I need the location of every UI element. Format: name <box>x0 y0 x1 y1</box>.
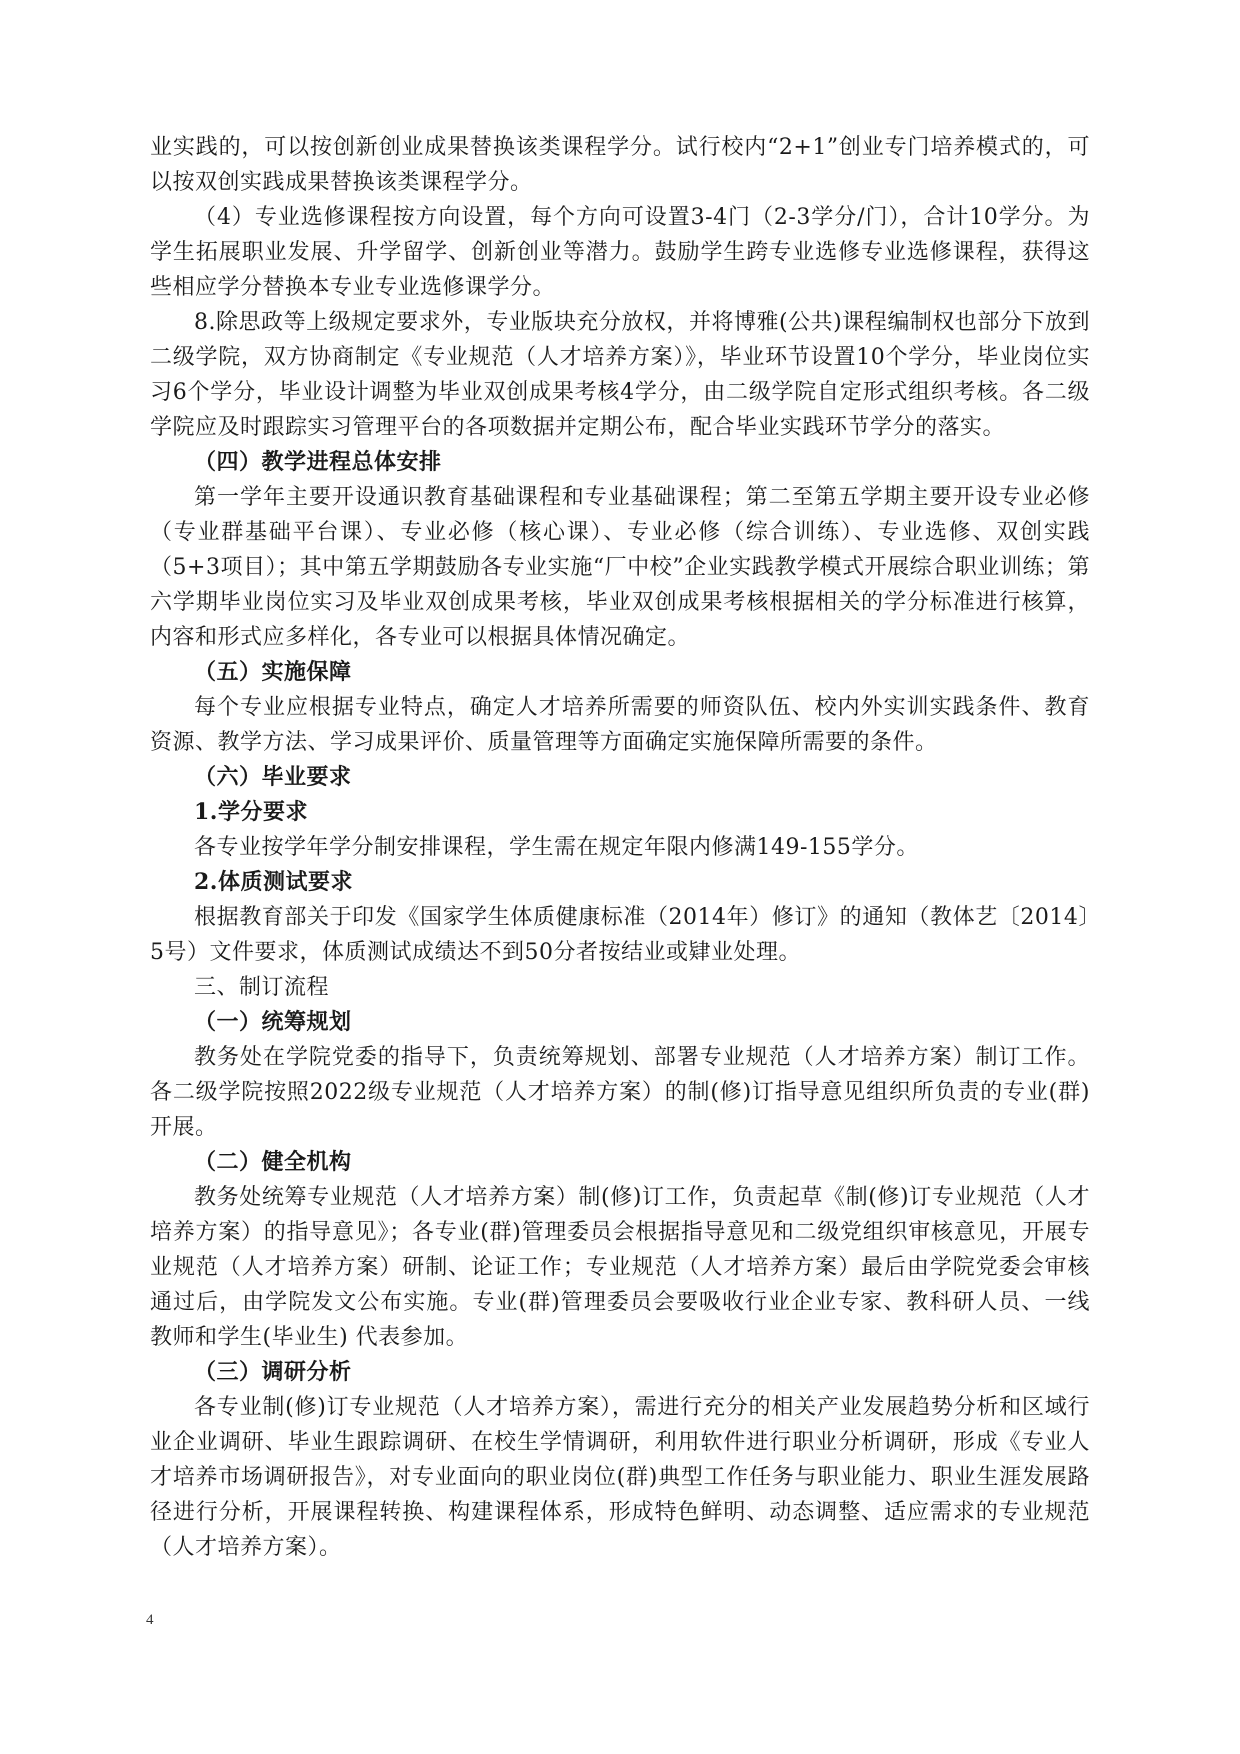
heading-research: （三）调研分析 <box>194 1359 352 1385</box>
paragraph-credit-requirements: 各专业按学年学分制安排课程，学生需在规定年限内修满149-155学分。 <box>194 835 919 860</box>
heading-organization: （二）健全机构 <box>194 1149 352 1175</box>
paragraph-fitness-test: 根据教育部关于印发《国家学生体质健康标准（2014年）修订》的通知（教体艺〔2014〕5号）文件要求，体质测试成绩达不到50分者按结业或肄业处理。 <box>150 905 1090 965</box>
paragraph-implementation: 每个专业应根据专业特点，确定人才培养所需要的师资队伍、校内外实训实践条件、教育资源、教学方法、学习成果评价、质量管理等方面确定实施保障所需要的条件。 <box>150 695 1090 755</box>
section-title-process: 三、制订流程 <box>194 975 330 1000</box>
paragraph-organization: 教务处统筹专业规范（人才培养方案）制(修)订工作，负责起草《制(修)订专业规范（人才培养方案）的指导意见》；各专业(群)管理委员会根据指导意见和二级党组织审核意见，开展专业规范（人才培养方案）研制、论证工作；专业规范（人才培养方案）最后由学院党委会审核通过后，由学院发文公布实施。专业(群)管理委员会要吸收行业企业专家、教科研人员、一线教师和学生(毕业生) 代表参加。 <box>150 1185 1090 1350</box>
page-number: 4 <box>146 1612 154 1628</box>
paragraph-item-8: 8.除思政等上级规定要求外，专业版块充分放权，并将博雅(公共)课程编制权也部分下放到二级学院，双方协商制定《专业规范（人才培养方案）》，毕业环节设置10个学分，毕业岗位实习6个学分，毕业设计调整为毕业双创成果考核4学分，由二级学院自定形式组织考核。各二级学院应及时跟踪实习管理平台的各项数据并定期公布，配合毕业实践环节学分的落实。 <box>150 310 1090 440</box>
paragraph-teaching-schedule: 第一学年主要开设通识教育基础课程和专业基础课程；第二至第五学期主要开设专业必修（专业群基础平台课）、专业必修（核心课）、专业必修（综合训练）、专业选修、双创实践（5+3项目）；其中第五学期鼓励各专业实施“厂中校”企业实践教学模式开展综合职业训练；第六学期毕业岗位实习及毕业双创成果考核，毕业双创成果考核根据相关的学分标准进行核算，内容和形式应多样化，各专业可以根据具体情况确定。 <box>150 485 1090 650</box>
document-body <box>150 130 1090 1565</box>
paragraph-continued: 业实践的，可以按创新创业成果替换该类课程学分。试行校内“2+1”创业专门培养模式的，可以按双创实践成果替换该类课程学分。 <box>150 135 1090 195</box>
heading-credit-requirements: 1.学分要求 <box>194 799 308 825</box>
paragraph-elective-courses: （4）专业选修课程按方向设置，每个方向可设置3-4门（2-3学分/门），合计10学分。为学生拓展职业发展、升学留学、创新创业等潜力。鼓励学生跨专业选修专业选修课程，获得这些相应学分替换本专业专业选修课学分。 <box>150 205 1090 300</box>
heading-graduation-requirements: （六）毕业要求 <box>194 764 352 790</box>
paragraph-planning: 教务处在学院党委的指导下，负责统筹规划、部署专业规范（人才培养方案）制订工作。各二级学院按照2022级专业规范（人才培养方案）的制(修)订指导意见组织所负责的专业(群) 开展。 <box>150 1045 1090 1140</box>
paragraph-research: 各专业制(修)订专业规范（人才培养方案），需进行充分的相关产业发展趋势分析和区域行业企业调研、毕业生跟踪调研、在校生学情调研，利用软件进行职业分析调研，形成《专业人才培养市场调研报告》，对专业面向的职业岗位(群)典型工作任务与职业能力、职业生涯发展路径进行分析，开展课程转换、构建课程体系，形成特色鲜明、动态调整、适应需求的专业规范（人才培养方案）。 <box>150 1395 1090 1560</box>
heading-planning: （一）统筹规划 <box>194 1009 352 1035</box>
heading-teaching-schedule: （四）教学进程总体安排 <box>194 449 442 475</box>
heading-implementation: （五）实施保障 <box>194 659 352 685</box>
heading-fitness-test: 2.体质测试要求 <box>194 869 353 895</box>
